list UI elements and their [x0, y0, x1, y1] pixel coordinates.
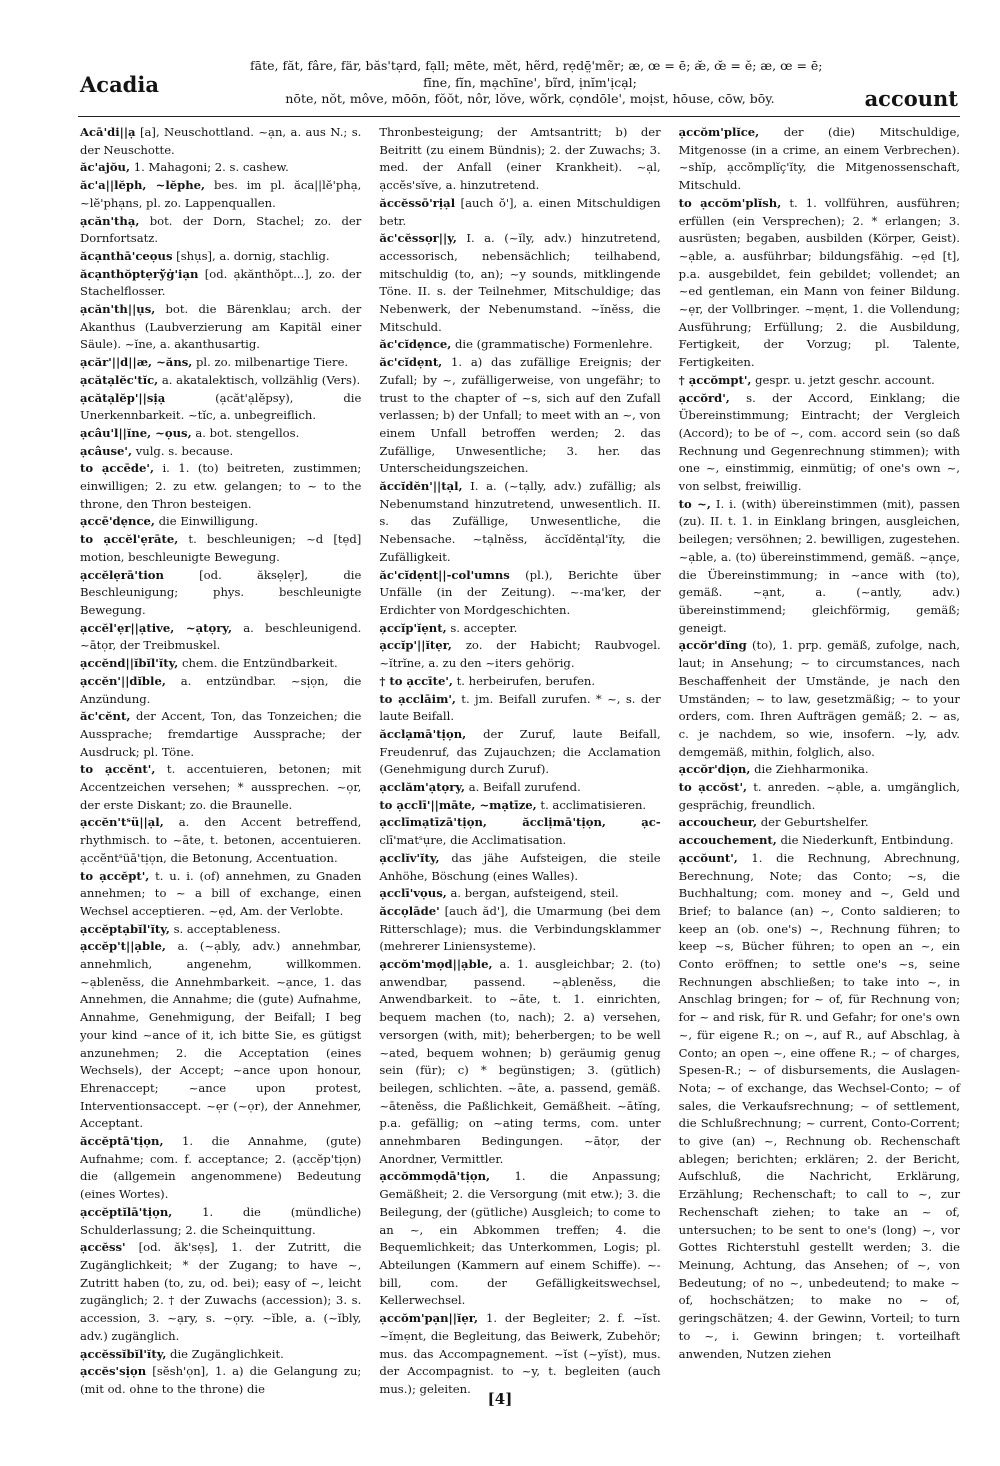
- dictionary-entry: [379, 195, 660, 230]
- dictionary-entry: [679, 761, 960, 779]
- entry-definition: (pl.), Berichte über Unfälle (in der Zeitung). ~-ma'ker, der Erdichter von Mordgeschichten.: [379, 567, 661, 617]
- entry-headword: ăc'cĭdẹnce,: [379, 337, 452, 352]
- entry-definition: (ạcăt'ạlĕpsy), die Unerkennbarkeit. ~tĭc, a. unbegreiflich.: [80, 390, 362, 423]
- entry-headword: ạccŏunt',: [678, 850, 738, 865]
- entry-definition: der Geburtshelfer.: [760, 815, 869, 830]
- entry-headword: ạccĕlẹrā'tion: [80, 567, 164, 582]
- dictionary-entry: [80, 390, 361, 425]
- entry-headword: ạccŏm'pạn||ĭẹr,: [379, 1311, 479, 1326]
- entry-definition: a. beschleunigend. ~ātọr, der Treibmuskel.: [80, 620, 362, 653]
- dictionary-entry: [379, 620, 660, 638]
- dictionary-entry: [379, 850, 660, 885]
- dictionary-entry: [379, 885, 660, 903]
- entry-headword: ạcăn'thạ,: [80, 213, 140, 228]
- entry-headword: ạccĕn'tˢü||ạl,: [80, 815, 164, 830]
- entry-definition: I. a. (~tạlly, adv.) zufällig; als Nebenumstand hinzutretend, unwesentlich. II. s. das Zufällige, Unwesentliche, die Nebensache. ~tạlnĕss, ăccĭdĕntạl'ĭty, die Zufälligkeit.: [379, 479, 661, 564]
- dictionary-entry: [80, 301, 361, 354]
- entry-headword: ăc'cĭdẹnt,: [379, 355, 443, 370]
- column-2: [379, 124, 661, 1396]
- dictionary-entry: [80, 124, 361, 159]
- dictionary-entry: [379, 567, 660, 620]
- entry-headword: ạccĕss': [80, 1240, 126, 1255]
- entry-definition: die Niederkunft, Entbindung.: [780, 833, 954, 848]
- pronunciation-key-line: fīne, fĭn, mạchīne', bĩrd, ịnĭm'ịcạl;: [423, 74, 637, 90]
- entry-definition: Thronbesteigung; der Amtsantritt; b) der Beitritt (zu einem Bündnis); 2. der Zuwachs; 3. med. der Anfall (einer Krankheit). ~ạl, ạccĕs'sĭve, a. hinzutretend.: [379, 125, 661, 193]
- entry-definition: a. akatalektisch, vollzählig (Vers).: [161, 372, 361, 387]
- entry-definition: [shụs], a. dornig, stachlig.: [176, 248, 330, 263]
- entry-headword: ạcâuse',: [80, 443, 133, 458]
- entry-headword: ạccŏr'dịọn,: [678, 762, 751, 777]
- entry-headword: ạcătạlĕp'||sịạ: [80, 390, 166, 405]
- entry-definition: (to), 1. prp. gemäß, zufolge, nach, laut; in Ansehung; ~ to circumstances, nach Beschaffenheit der Umstände, je nach den Umständen; ~ to law, gesetzmäßig; ~ to your orders, com. Ihren Aufträgen gemäß; 2. ~ as, c. je nachdem, so wie, insofern. ~ly, adv. demgemäß, mithin, folglich, also.: [678, 638, 960, 759]
- entry-headword: ăccĕptā'tịọn,: [80, 1134, 164, 1149]
- entry-definition: 1. die (mündliche) Schulderlassung; 2. die Scheinquittung.: [80, 1204, 362, 1237]
- entry-headword: ạcclĭv'ĭty,: [379, 850, 440, 865]
- entry-definition: bot. die Bärenklau; arch. der Akanthus (Laubverzierung am Kapitäl einer Säule). ~ĭne, a. akanthusartig.: [80, 302, 362, 352]
- entry-headword: ạcăr'||d||æ, ~ăns,: [80, 355, 193, 370]
- entry-definition: chem. die Entzündbarkeit.: [181, 656, 338, 671]
- entry-headword: ạccĕptạbĭl'ĭty,: [80, 921, 170, 936]
- entry-definition: 1. die Rechnung, Abrechnung, Berechnung, Note; das Conto; ~s, die Buchhaltung; com. money and ~, Geld und Brief; to balance (an) ~, Conto saldieren; to keep an (ob. one's) ~, Rechnung führen; to keep ~s, Bücher führen; to open an ~, ein Conto eröffnen; to settle one's ~s, seine Rechnungen abschließen; to take into ~, in Anschlag bringen; for ~ of, für Rechnung von; for ~ and risk, für R. und Gefahr; for one's own ~, für eigene R.; on ~, auf R., auf Abschlag, à Conto; an open ~, eine offene R.; ~ of charges, Spesen-R.; ~ of disbursements, die Auslagen-Nota; ~ of exchange, das Wechsel-Conto; ~ of sales, die Verkaufsrechnung; ~ of settlement, die Schlußrechnung; ~ current, Conto-Corrent; to give (an) ~, Rechnung ob. Rechenschaft ablegen; berichten; erklären; 2. der Bericht, Aufschluß, die Nachricht, Erklärung, Erzählung; Rechenschaft; to call to ~, zur Rechenschaft ziehen; to take an ~ of, untersuchen; to be sent to one's (long) ~, vor Gottes Richterstuhl gestellt werden; 3. die Meinung, Achtung, das Ansehen; of ~, von Bedeutung; of no ~, unbedeutend; to make ~ of, hochschätzen; to make no ~ of, geringschätzen; 4. der Gewinn, Vorteil; to turn to ~, i. Gewinn bringen; t. vorteilhaft anwenden, Nutzen ziehen: [678, 850, 960, 1361]
- guide-word-right: account: [864, 86, 958, 111]
- entry-definition: [a], Neuschottland. ~ạn, a. aus N.; s. der Neuschotte.: [80, 125, 362, 157]
- entry-definition: gespr. u. jetzt geschr. account.: [755, 372, 935, 387]
- entry-definition: t. acclimatisieren.: [540, 797, 647, 812]
- dictionary-entry: [679, 850, 960, 1363]
- entry-definition: a. bergan, aufsteigend, steil.: [450, 886, 619, 901]
- dictionary-entry: [379, 230, 660, 336]
- dictionary-entry: [379, 336, 660, 354]
- entry-headword: ạcclīmạtīzā'tịọn, ăcclịmā'tịọn, ạc-: [379, 815, 661, 830]
- pronunciation-key-line: nōte, nŏt, môve, mōōn, fŏŏt, nôr, lŏve, wõrk, cọndōle', moịst, hōuse, cōw, bōy.: [285, 91, 775, 106]
- dictionary-entry: [679, 779, 960, 814]
- dictionary-entry: [679, 637, 960, 761]
- dictionary-entry: [80, 266, 361, 301]
- entry-headword: ăc'ajŏu,: [80, 160, 131, 175]
- entry-definition: [od. ạkănthŏpt...], zo. der Stachelflosser.: [80, 266, 362, 299]
- column-3: [679, 124, 960, 1384]
- entry-headword: ạccĕn'||dĭble,: [80, 673, 166, 688]
- dictionary-entry: [80, 1346, 361, 1364]
- dictionary-entry: [80, 354, 361, 372]
- entry-headword: ạccĕp't||ạble,: [80, 939, 166, 954]
- entry-headword: ăc'cĕssọr||y,: [379, 231, 457, 246]
- entry-definition: [od. ăk'sẹs], 1. der Zutritt, die Zugänglichkeit; * der Zugang; to have ~, Zutritt haben (to, zu, od. bei); easy of ~, leicht zugänglich; 2. † der Zuwachs (accession); 3. s. accession, 3. ~ạry, s. ~ọry. ~ĭble, a. (~ĭbly, adv.) zugänglich.: [80, 1240, 362, 1343]
- entry-headword: to ạccŏst',: [678, 780, 748, 795]
- entry-definition: s. acceptableness.: [173, 921, 281, 936]
- entry-headword: ăcạnthā'ceọus: [80, 248, 173, 263]
- dictionary-entry: [80, 868, 361, 921]
- dictionary-entry: [80, 620, 361, 655]
- entry-definition: 1. Mahagoni; 2. s. cashew.: [133, 160, 289, 175]
- entry-definition: das jähe Aufsteigen, die steile Anhöhe, Böschung (eines Walles).: [379, 850, 661, 883]
- entry-definition: a. bot. stengellos.: [195, 425, 300, 440]
- dictionary-entry: [379, 903, 660, 956]
- entry-headword: ăccĕssō'rịạl: [379, 195, 456, 210]
- column-1: [80, 124, 362, 1396]
- entry-definition: [sĕsh'ọn], 1. a) die Gelangung zu; (mit od. ohne to the throne) die: [80, 1364, 362, 1396]
- dictionary-entry: [379, 1310, 660, 1399]
- dictionary-entry: [80, 567, 361, 620]
- entry-headword: ăccọlāde': [379, 903, 440, 918]
- entry-definition: t. anreden. ~ạble, a. umgänglich, gesprächig, freundlich.: [678, 780, 960, 812]
- entry-definition: [od. ăksẹlẹr], die Beschleunigung; phys. beschleunigte Bewegung.: [80, 567, 362, 617]
- dictionary-entry: [379, 956, 660, 1168]
- entry-headword: to ạcclāim',: [379, 691, 456, 706]
- dictionary-entry: [379, 779, 660, 797]
- entry-definition: t. u. i. (of) annehmen, zu Gnaden annehmen; to ~ a bill of exchange, einen Wechsel acceptieren. ~ẹd, Am. der Verlobte.: [80, 868, 362, 918]
- dictionary-entry: [379, 673, 660, 691]
- entry-headword: ăcạnthŏptẹrўġ'iạn: [80, 266, 199, 281]
- entry-headword: ạccŏrd',: [678, 390, 730, 405]
- entry-headword: ạccŏm'mọd||ạble,: [379, 957, 493, 972]
- entry-definition: a. 1. ausgleichbar; 2. (to) anwendbar, passend. ~ạblenĕss, die Anwendbarkeit. to ~āte, t. 1. einrichten, bequem machen (to, nach); 2. a) versehen, versorgen (with, mit); beherbergen; to be well ~ated, bequem wohnen; b) geräumig genug sein (für); c) * begünstigen; 3. (gütlich) beilegen, schlichten. ~āte, a. passend, gemäß. ~ātenĕss, die Paßlichkeit, Gemäßheit. ~ātĭng, p.a. gefällig; on ~ating terms, com. unter annehmbaren Bedingungen. ~ātọr, der Anordner, Vermittler.: [379, 957, 661, 1166]
- entry-definition: bot. der Dorn, Stachel; zo. der Dornfortsatz.: [80, 213, 362, 246]
- entry-headword: ạccĕptĭlā'tịọn,: [80, 1204, 173, 1219]
- dictionary-entry: [80, 460, 361, 513]
- entry-headword: ạccŏmmọdā'tịọn,: [379, 1169, 491, 1184]
- dictionary-entry: [679, 124, 960, 195]
- dictionary-entry: [80, 1133, 361, 1204]
- dictionary-entry: [379, 691, 660, 726]
- entry-headword: ạccĕssĭbĭl'ĭty,: [80, 1346, 167, 1361]
- dictionary-entry: [80, 513, 361, 531]
- entry-definition: die (grammatische) Formenlehre.: [454, 337, 653, 352]
- dictionary-entry: [679, 390, 960, 496]
- header-rule: [78, 116, 960, 117]
- entry-definition: 1. a) das zufällige Ereignis; der Zufall; by ~, zufälligerweise, von ungefähr; to trust to the chapter of ~s, sich auf den Zufall verlassen; b) der Unfall; to meet with an ~, von einem Unfall betroffen werden; 2. das Zufällige, Unwesentliche; 3. her. das Unterscheidungszeichen.: [379, 355, 661, 476]
- entry-headword: ạcăn'th||ụs,: [80, 302, 156, 317]
- entry-definition: vulg. s. because.: [135, 443, 234, 458]
- dictionary-entry: [679, 814, 960, 832]
- entry-headword: ạccĕs'sịọn: [80, 1364, 147, 1379]
- entry-headword: † ạccŏmpt',: [678, 372, 752, 387]
- entry-headword: ăcclạmā'tịọn,: [379, 726, 467, 741]
- dictionary-entry: [679, 372, 960, 390]
- dictionary-entry: [80, 938, 361, 1133]
- dictionary-entry: [379, 637, 660, 672]
- entry-definition: t. 1. vollführen, ausführen; erfüllen (ein Versprechen); 2. * erlangen; 3. ausrüsten; begaben, ausbilden (Körper, Geist). ~ạble, a. ausführbar; bildungsfähig. ~ẹd [t], p.a. ausgebildet, fein gebildet; vollendet; an ~ed gentleman, ein Mann von feiner Bildung. ~ẹr, der Vollbringer. ~mẹnt, 1. die Vollendung; Ausführung; Erfüllung; 2. die Ausbildung, Fertigkeit, der Vorzug; pl. Talente, Fertigkeiten.: [678, 195, 960, 370]
- dictionary-entry: [80, 673, 361, 708]
- dictionary-entry: [80, 372, 361, 390]
- entry-headword: ạcclăm'ạtọry,: [379, 780, 466, 795]
- entry-definition: [auch ăd'], die Umarmung (bei dem Ritterschlage); mus. die Verbindungsklammer (mehrerer Liniensysteme).: [379, 903, 661, 954]
- entry-headword: to ạccēde',: [80, 461, 154, 476]
- entry-headword: to ạccĕpt',: [80, 868, 150, 883]
- entry-definition: t. jm. Beifall zurufen. * ~, s. der laute Beifall.: [379, 691, 661, 724]
- entry-definition: a. den Accent betreffend, rhythmisch. to ~āte, t. betonen, accentuieren. ạccĕntˢüā'tịọn, die Betonung, Accentuation.: [80, 815, 362, 865]
- entry-headword: ạccŏm'plĭce,: [678, 125, 760, 139]
- entry-definition: a. (~ạbly, adv.) annehmbar, annehmlich, angenehm, willkommen. ~ạblenĕss, die Annehmbarkeit. ~ạnce, 1. das Annehmen, die Annahme; die (gute) Aufnahme, Annahme, Genehmigung, der Beifall; I beg your kind ~ance of it, ich bitte Sie, es gütigst anzunehmen; 2. die Acceptation (eines Wechsels), der Accept; ~ance upon honour, Ehrenaccept; ~ance upon protest, Interventionsaccept. ~ẹr (~ọr), der Annehmer, Acceptant.: [80, 939, 362, 1131]
- dictionary-entry: [80, 248, 361, 266]
- entry-headword: to ạccĕnt',: [80, 762, 156, 777]
- entry-headword: to ạccĕl'ẹrāte,: [80, 532, 179, 547]
- entry-definition: t. herbeirufen, berufen.: [456, 673, 596, 688]
- entry-definition: 1. der Begleiter; 2. f. ~ĭst. ~ĭmẹnt, die Begleitung, das Beiwerk, Zubehör; mus. das Accompagnement. ~ĭst (~yĭst), mus. der Accompagnist. to ~y, t. begleiten (auch mus.); geleiten.: [379, 1311, 661, 1396]
- dictionary-entry: [80, 531, 361, 566]
- dictionary-entry: [80, 655, 361, 673]
- entry-headword: ạccĭp'ĭẹnt,: [379, 620, 447, 635]
- entry-definition: der Accent, Ton, das Tonzeichen; die Aussprache; fremdartige Aussprache; der Ausdruck; pl. Töne.: [80, 709, 362, 759]
- entry-headword: † to ạccīte',: [379, 673, 453, 688]
- entry-headword: ạccĭp'||ĭtẹr,: [379, 638, 452, 653]
- dictionary-entry: [379, 726, 660, 779]
- dictionary-entry: [80, 814, 361, 867]
- guide-word-left: Acadia: [80, 72, 159, 97]
- entry-headword: to ạcclī'||māte, ~mạtīze,: [379, 797, 537, 812]
- entry-definition: t. accentuieren, betonen; mit Accentzeichen versehen; * aussprechen. ~ọr, der erste Diskant; zo. die Braunelle.: [80, 762, 362, 812]
- dictionary-entry: [379, 1168, 660, 1310]
- entry-definition: [auch ŏ'], a. einen Mitschuldigen betr.: [379, 195, 661, 228]
- entry-columns: [80, 124, 960, 1396]
- entry-headword: ăccĭdĕn'||tạl,: [379, 479, 463, 494]
- dictionary-entry: [379, 124, 660, 195]
- entry-definition: clī'matˢụre, die Acclimatisation.: [379, 833, 567, 848]
- dictionary-entry: [379, 478, 660, 567]
- dictionary-entry: [379, 814, 660, 849]
- dictionary-entry: [80, 443, 361, 461]
- entry-headword: ạcclī'vọus,: [379, 886, 447, 901]
- dictionary-entry: [80, 1239, 361, 1345]
- entry-headword: accouchement,: [678, 833, 777, 848]
- dictionary-entry: [80, 213, 361, 248]
- entry-definition: i. 1. (to) beitreten, zustimmen; einwilligen; 2. zu etw. gelangen; to ~ to the throne, den Thron besteigen.: [80, 461, 362, 511]
- entry-definition: zo. der Habicht; Raubvogel. ~ĭtrĭne, a. zu den ~iters gehörig.: [379, 638, 661, 671]
- dictionary-entry: [80, 921, 361, 939]
- entry-definition: der (die) Mitschuldige, Mitgenosse (in a crime, an einem Verbrechen). ~shĭp, ạccŏmplĭç'ĭty, die Mitgenossenschaft, Mitschuld.: [678, 125, 960, 193]
- entry-headword: ạccŏr'dĭng: [678, 638, 747, 653]
- page-number: [4]: [487, 1390, 513, 1408]
- entry-definition: 1. die Annahme, (gute) Aufnahme; com. f. acceptance; 2. (ạccĕp'tịọn) die (allgemein angenommene) Bedeutung (eines Wortes).: [80, 1134, 362, 1202]
- dictionary-entry: [379, 797, 660, 815]
- pronunciation-key-line: fāte, făt, fâre, fär, băs'tạrd, fạll; mēte, mĕt, hẽrd, rẹdē̤'mẽr; æ, œ = ē; æ̆, œ̆ = ĕ; æ, œ = ē;: [250, 58, 823, 73]
- entry-headword: ạccĕnd||ĭbĭl'ĭty,: [80, 656, 179, 671]
- entry-headword: ăc'a||lĕph, ~lĕphe,: [80, 178, 206, 193]
- dictionary-entry: [80, 708, 361, 761]
- entry-headword: ạcătạlĕc'tĭc,: [80, 372, 159, 387]
- entry-definition: a. entzündbar. ~sịọn, die Anzündung.: [80, 673, 362, 706]
- entry-headword: accoucheur,: [678, 815, 758, 830]
- entry-definition: die Zugänglichkeit.: [170, 1346, 284, 1361]
- entry-definition: der Zuruf, laute Beifall, Freudenruf, das Zujauchzen; die Acclamation (Genehmigung durch Zuruf).: [379, 726, 661, 777]
- pronunciation-key: [250, 58, 823, 108]
- entry-definition: bes. im pl. ăca||lĕ'phạ, ~lĕ'phạns, pl. zo. Lappenquallen.: [80, 178, 362, 210]
- entry-headword: ạccē'dẹnce,: [80, 514, 155, 529]
- entry-definition: die Ziehharmonika.: [754, 762, 869, 777]
- entry-definition: I. a. (~ĭly, adv.) hinzutretend, accessorisch, nebensächlich; teilhabend, mitschuldig (to, an); ~y sounds, mitklingende Töne. II. s. der Teilnehmer, Mitschuldige; das Nebenwerk, der Nebenumstand. ~ĭnĕss, die Mitschuld.: [379, 231, 661, 334]
- entry-headword: Acā'di||ạ: [80, 125, 136, 139]
- dictionary-entry: [80, 159, 361, 177]
- entry-headword: to ạccŏm'plĭsh,: [678, 195, 782, 210]
- entry-definition: pl. zo. milbenartige Tiere.: [196, 355, 349, 370]
- entry-definition: I. i. (with) übereinstimmen (mit), passen (zu). II. t. 1. in Einklang bringen, ausgleichen, beilegen; versöhnen; 2. bewilligen, zugestehen. ~ạble, a. (to) übereinstimmend, gemäß. ~ạnçe, die Übereinstimmung; in ~ance with (to), gemäß. ~ạnt, a. (~antly, adv.) übereinstimmend; gleichförmig, gemäß; geneigt.: [678, 496, 960, 635]
- dictionary-entry: [80, 425, 361, 443]
- dictionary-entry: [80, 1204, 361, 1239]
- dictionary-entry: [679, 496, 960, 638]
- entry-definition: 1. die Anpassung; Gemäßheit; 2. die Versorgung (mit etw.); 3. die Beilegung, der (gütliche) Ausgleich; to come to an ~, ein Abkommen treffen; 4. die Bequemlichkeit; das Unterkommen, Logis; pl. Abteilungen (Kammern auf einem Schiffe). ~-bill, com. der Gefälligkeitswechsel, Kellerwechsel.: [379, 1169, 661, 1308]
- dictionary-entry: [679, 832, 960, 850]
- dictionary-entry: [379, 354, 660, 478]
- entry-headword: ạcâu'l||ĭne, ~ọus,: [80, 425, 192, 440]
- dictionary-entry: [80, 177, 361, 212]
- entry-definition: s. accepter.: [450, 620, 518, 635]
- dictionary-entry: [679, 195, 960, 372]
- entry-definition: t. beschleunigen; ~d [tẹd] motion, beschleunigte Bewegung.: [80, 532, 362, 564]
- entry-headword: ạccĕl'ẹr||ạtive, ~ạtọry,: [80, 620, 232, 635]
- entry-definition: a. Beifall zurufend.: [468, 780, 581, 795]
- entry-headword: ăc'cĕnt,: [80, 709, 131, 724]
- entry-headword: to ~,: [678, 496, 711, 511]
- entry-headword: ăc'cĭdẹnt||-col'umns: [379, 567, 510, 582]
- dictionary-entry: [80, 761, 361, 814]
- entry-definition: die Einwilligung.: [158, 514, 259, 529]
- entry-definition: s. der Accord, Einklang; die Übereinstimmung; Eintracht; der Vergleich (Accord); to be of ~, com. accord sein (so daß Rechnung und Gegenrechnung stimmen); with one ~, einstimmig, einmütig; of one's own ~, von selbst, freiwillig.: [678, 390, 960, 494]
